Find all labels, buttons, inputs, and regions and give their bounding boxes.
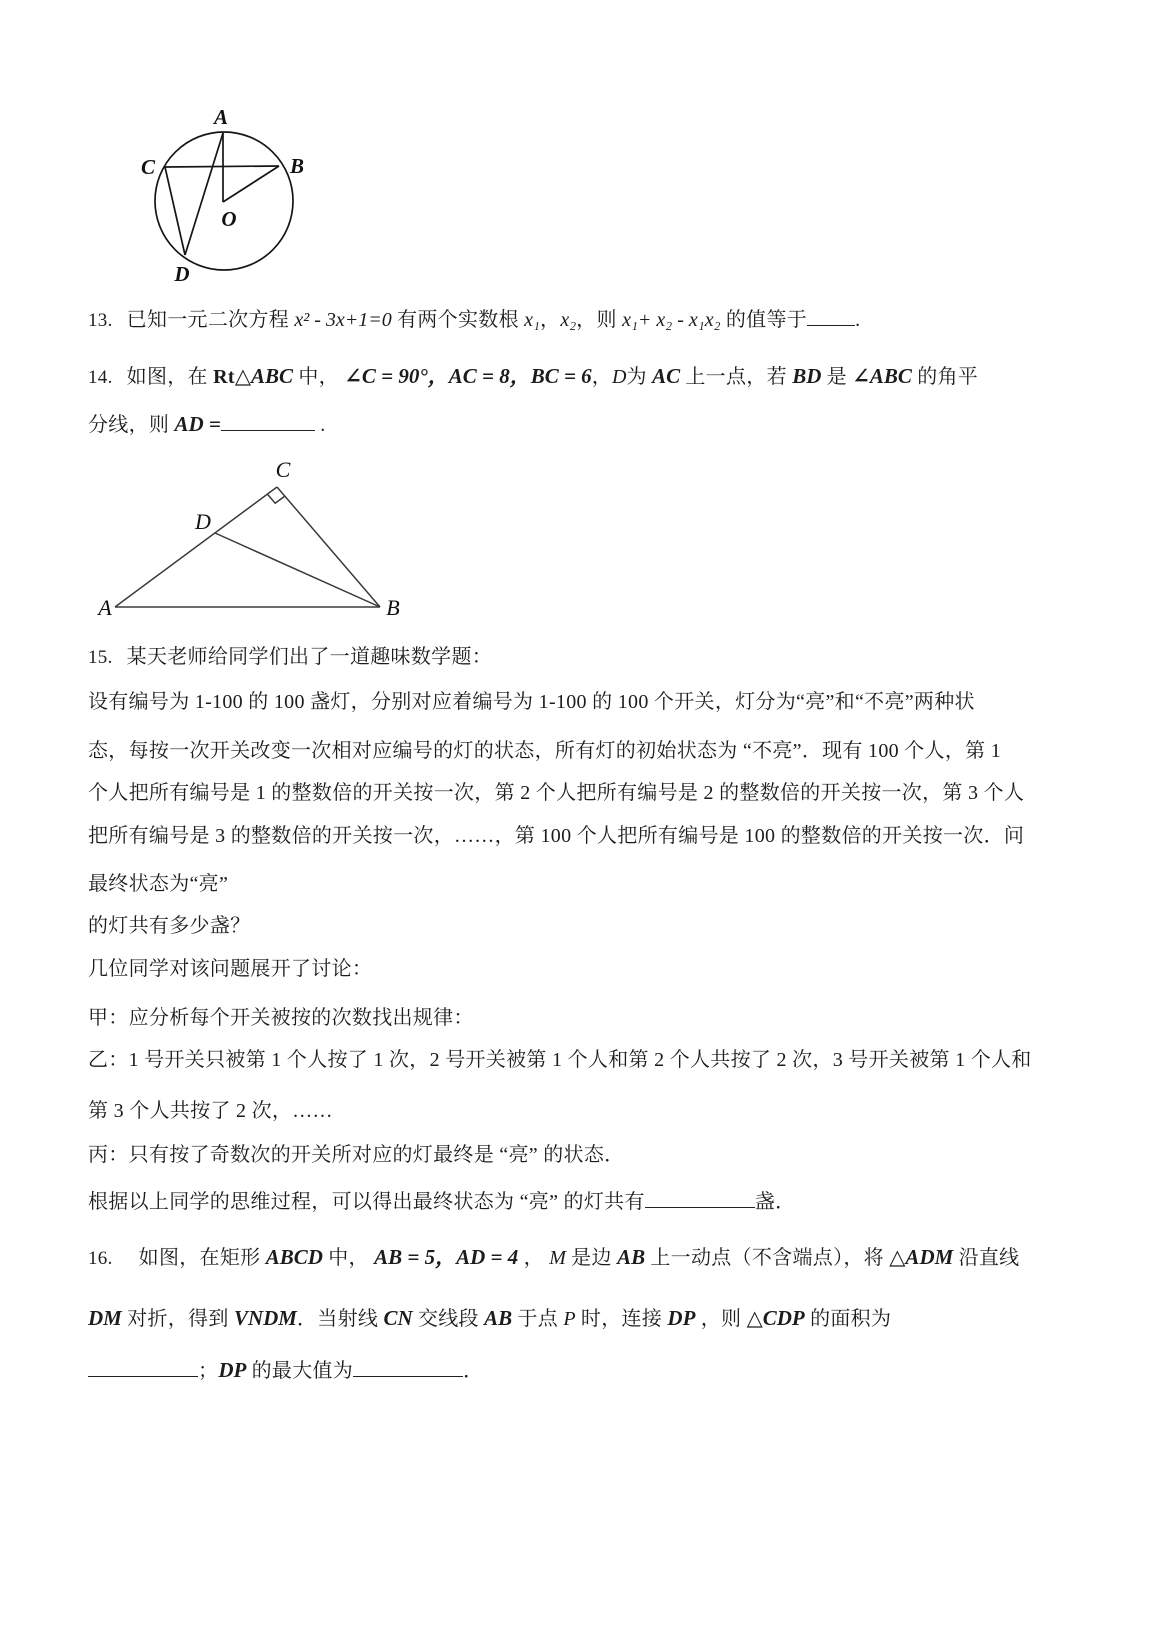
q16-ray-cn: CN: [383, 1306, 413, 1330]
q14-conditions: ∠C = 90°，AC = 8，BC = 6: [344, 364, 592, 388]
q15-paragraph-line: [88, 1097, 333, 1125]
q16-triangle-ndm: VNDM: [233, 1306, 297, 1330]
point-label-b: B: [289, 154, 305, 178]
question-16-line-1: [88, 1243, 1019, 1273]
q15-conclusion-post: 盏．: [754, 1191, 796, 1213]
answer-blank: [353, 1362, 463, 1377]
point-label-o: O: [221, 207, 237, 231]
q13-root-x1: x₁: [524, 309, 541, 331]
q16-point-p: P: [563, 1308, 576, 1330]
q15-paragraph-line: [88, 955, 372, 983]
q16-text: ，则: [695, 1308, 747, 1330]
circle-figure: [135, 100, 313, 290]
point-label-c: C: [275, 457, 291, 482]
question-16-line-2: [88, 1304, 891, 1333]
q14-angle-abc: ∠ABC: [852, 364, 912, 388]
answer-blank: [88, 1362, 198, 1377]
q14-text: ，: [591, 366, 612, 388]
q16-point-m: M: [549, 1247, 566, 1269]
q14-text: 是: [821, 366, 853, 388]
q16-ab-ad-values: AB = 5，AD = 4: [374, 1245, 519, 1269]
q16-text: ．当射线: [296, 1308, 384, 1330]
q16-segment-ab: AB: [617, 1245, 646, 1269]
q16-triangle-cdp: △CDP: [746, 1306, 805, 1330]
q13-text: 有两个实数根: [391, 309, 525, 331]
q14-rt: Rt: [213, 366, 235, 388]
q16-text: 上一动点（不含端点），将: [645, 1247, 890, 1269]
bisector-db: [215, 533, 380, 607]
q16-text: ；: [198, 1360, 219, 1382]
q13-text: ，则: [576, 309, 623, 331]
question-16-number: 16.: [88, 1248, 113, 1269]
q15-paragraph-line: [88, 779, 1024, 807]
q13-equation: x² - 3x+1=0: [294, 309, 392, 331]
q13-text: ，: [540, 309, 561, 331]
q16-segment-dm: DM: [88, 1306, 122, 1330]
question-14-line-1: [88, 362, 978, 392]
q15-paragraph-line: [88, 1141, 624, 1169]
question-16-line-3: [88, 1356, 483, 1385]
q16-text: 交线段: [412, 1308, 485, 1330]
q16-triangle-adm: △ADM: [889, 1245, 954, 1269]
q14-ad-equals: AD =: [174, 412, 221, 436]
q16-segment-dp: DP: [667, 1306, 696, 1330]
q15-line-text: 最终状态为“亮”: [88, 873, 229, 895]
q14-text: 中，: [293, 366, 345, 388]
q16-text: 沿直线: [953, 1247, 1020, 1269]
side-ac: [115, 487, 277, 607]
answer-blank: [807, 311, 855, 326]
q15-line-text: 甲：应分析每个开关被按的次数找出规律：: [88, 1007, 474, 1029]
q15-paragraph-line: [88, 688, 975, 716]
q15-paragraph-line: [88, 1004, 474, 1032]
q16-text: 是边: [565, 1247, 618, 1269]
point-label-d: D: [174, 262, 190, 286]
q14-segment-bd: BD: [792, 364, 822, 388]
q13-text: .: [855, 309, 861, 331]
q16-text: 时，连接: [575, 1308, 668, 1330]
question-13-number: 13.: [88, 310, 113, 331]
q16-text: 中，: [322, 1247, 375, 1269]
right-angle-mark: [267, 494, 284, 503]
q15-title-text: 某天老师给同学们出了一道趣味数学题：: [126, 646, 493, 668]
q15-paragraph-line: [88, 912, 250, 940]
q14-text: 分线，则: [88, 414, 175, 436]
point-label-d: D: [195, 509, 211, 534]
triangle-figure: [95, 443, 425, 625]
q14-triangle-abc: △ABC: [234, 364, 294, 388]
point-label-c: C: [140, 155, 156, 179]
q13-root-x2: x₂: [560, 309, 577, 331]
q15-conclusion-line: [88, 1188, 795, 1216]
q13-text: 的值等于: [720, 309, 808, 331]
q15-line-text: 个人把所有编号是 1 的整数倍的开关按一次，第 2 个人把所有编号是 2 的整数倍的开关按一次，第 3 个人: [88, 782, 1025, 804]
q15-line-text: 第 3 个人共按了 2 次，……: [88, 1100, 333, 1122]
q16-segment-ab2: AB: [484, 1306, 513, 1330]
chord-cb: [165, 166, 279, 167]
q15-line-text: 几位同学对该问题展开了讨论：: [88, 958, 373, 980]
q14-text: 为: [626, 366, 653, 388]
answer-blank: [645, 1193, 755, 1208]
q15-line-text: 态，每按一次开关改变一次相对应编号的灯的状态，所有灯的初始状态为 “不亮”．现有 100 个人，第 1: [88, 740, 1002, 762]
answer-blank: [221, 416, 315, 431]
q16-text: 对折，得到: [121, 1308, 234, 1330]
circle-figure-svg: [135, 100, 313, 290]
radius-ob: [223, 166, 279, 202]
q16-text: 如图，在矩形: [138, 1247, 266, 1269]
question-13: [88, 306, 860, 335]
q14-text: 的角平: [911, 366, 979, 388]
question-15-number: 15.: [88, 647, 113, 668]
q15-paragraph-line: [88, 737, 1001, 765]
point-label-b: B: [386, 595, 400, 620]
q15-paragraph-line: [88, 870, 228, 898]
q14-point-d: D: [612, 366, 627, 388]
q16-text: 的最大值为: [246, 1360, 354, 1382]
q16-text: 的面积为: [804, 1308, 892, 1330]
q16-text: ，: [518, 1247, 550, 1269]
q15-line-text: 乙：1 号开关只被第 1 个人按了 1 次，2 号开关被第 1 个人和第 2 个人共按了 2 次，3 号开关被第 1 个人和: [88, 1049, 1032, 1071]
q15-conclusion-pre: 根据以上同学的思维过程，可以得出最终状态为 “亮” 的灯共有: [88, 1191, 645, 1213]
question-15-title: [88, 643, 492, 672]
q16-rect-abcd: ABCD: [265, 1245, 323, 1269]
chord-ad: [185, 133, 223, 255]
q14-text: .: [314, 414, 326, 436]
point-label-a: A: [98, 595, 112, 620]
q15-paragraph-line: [88, 822, 1024, 850]
q15-line-text: 把所有编号是 3 的整数倍的开关按一次，……，第 100 个人把所有编号是 100 的整数倍的开关按一次．问: [88, 825, 1025, 847]
triangle-figure-svg: [95, 443, 425, 625]
q14-text: 如图，在: [126, 366, 214, 388]
q13-expression: x₁+ x₂ - x₁x₂: [622, 309, 721, 331]
question-14-number: 14.: [88, 367, 113, 388]
q14-text: 上一点，若: [680, 366, 793, 388]
point-label-a: A: [213, 105, 229, 129]
q15-paragraph-line: [88, 1046, 1032, 1074]
q15-line-text: 的灯共有多少盏？: [88, 915, 251, 937]
q16-text: ．: [463, 1360, 484, 1382]
q14-segment-ac: AC: [652, 364, 681, 388]
q13-text: 已知一元二次方程: [126, 309, 295, 331]
side-cb: [277, 487, 380, 607]
question-14-line-2: [88, 410, 326, 439]
q15-line-text: 设有编号为 1-100 的 100 盏灯，分别对应着编号为 1-100 的 100 个开关，灯分为“亮”和“不亮”两种状: [88, 691, 975, 713]
q16-segment-dp2: DP: [218, 1358, 247, 1382]
q15-line-text: 丙：只有按了奇数次的开关所对应的灯最终是 “亮” 的状态．: [88, 1144, 625, 1166]
q16-text: 于点: [512, 1308, 564, 1330]
